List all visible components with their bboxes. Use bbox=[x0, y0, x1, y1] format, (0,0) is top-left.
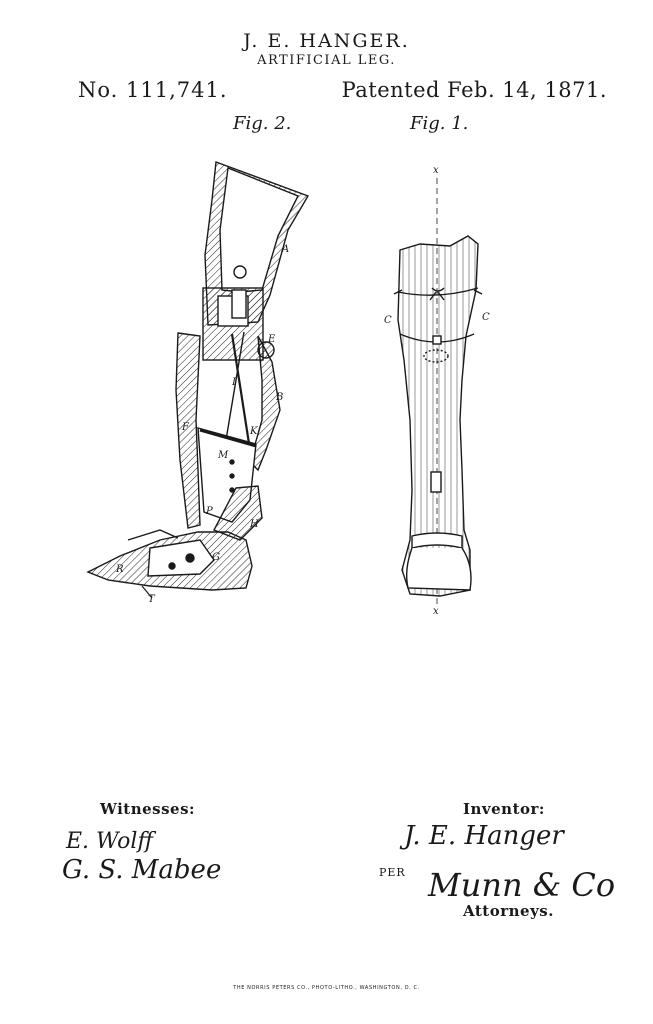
patent-date: Patented Feb. 14, 1871. bbox=[341, 78, 607, 102]
attorney-signature: Munn & Co bbox=[428, 866, 616, 904]
fig2-letter-f: F bbox=[182, 422, 189, 433]
fig2-letter-g: G bbox=[212, 552, 220, 563]
fig2-letter-r: R bbox=[116, 564, 124, 575]
printer-imprint: THE NORRIS PETERS CO., PHOTO-LITHO., WASHINGTON, D. C. bbox=[233, 985, 420, 991]
patent-title: ARTIFICIAL LEG. bbox=[257, 53, 396, 68]
fig-1-drawing bbox=[394, 178, 482, 604]
fig-2-label: Fig. 2. bbox=[233, 113, 292, 134]
per-label: PER bbox=[379, 866, 406, 879]
fig1-letter-x-top: x bbox=[433, 165, 439, 176]
fig2-letter-p: P bbox=[206, 506, 213, 517]
fig2-letter-i: I bbox=[232, 377, 236, 388]
fig2-letter-k: K bbox=[250, 426, 258, 437]
inventor-name: J. E. HANGER. bbox=[243, 30, 410, 52]
witnesses-heading: Witnesses: bbox=[100, 800, 196, 818]
fig2-letter-e: E bbox=[268, 334, 276, 345]
fig1-letter-x-bottom: x bbox=[433, 606, 439, 617]
inventor-heading: Inventor: bbox=[463, 800, 545, 818]
fig2-letter-m: M bbox=[218, 450, 229, 461]
fig2-letter-b: B bbox=[276, 392, 284, 403]
patent-number: No. 111,741. bbox=[78, 78, 228, 102]
fig1-letter-c-right: C bbox=[482, 312, 490, 323]
fig-2-drawing bbox=[88, 162, 308, 598]
fig2-letter-h: H bbox=[250, 519, 259, 530]
fig1-letter-c-left: C bbox=[384, 315, 392, 326]
witness-signature-2: G. S. Mabee bbox=[62, 855, 222, 885]
inventor-signature: J. E. Hanger bbox=[404, 821, 564, 851]
handwritten-signatures bbox=[62, 821, 615, 904]
fig-1-label: Fig. 1. bbox=[410, 113, 469, 134]
witness-signature-1: E. Wolff bbox=[66, 829, 154, 854]
fig2-letter-t: T bbox=[148, 594, 155, 605]
attorneys-heading: Attorneys. bbox=[463, 902, 554, 920]
fig2-letter-a: A bbox=[282, 244, 290, 255]
